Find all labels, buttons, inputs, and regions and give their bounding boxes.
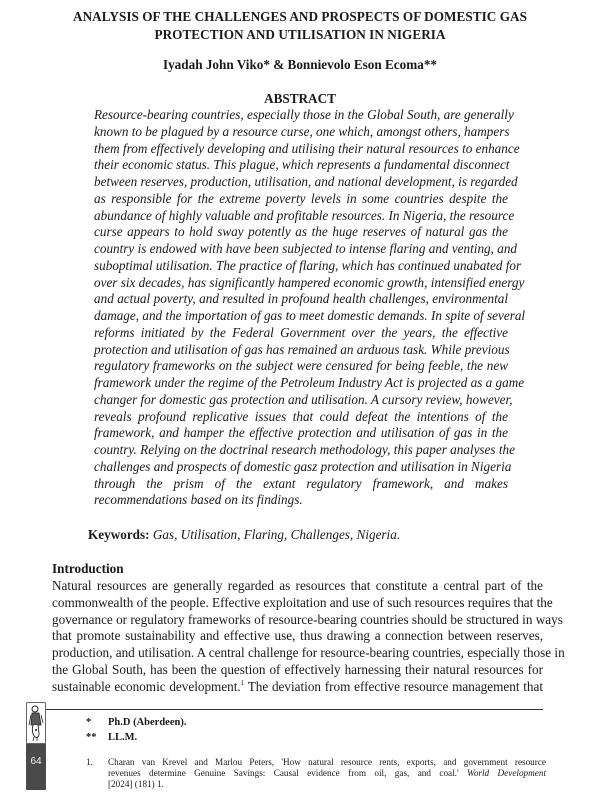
footnote-line: [2024] (181) 1. (108, 779, 164, 789)
keywords-label: Keywords: (88, 527, 150, 542)
abstract-line: changer for domestic gas protection and utilisation. A cursory review, however, (94, 391, 513, 407)
authors: Iyadah John Viko* & Bonnievolo Eson Ecoma** (162, 57, 438, 72)
body-line: the Global South, has been the question of effectively harnessing their natural resources for (52, 661, 543, 677)
footnote-mark: ** (86, 732, 97, 743)
abstract-line: them from effectively developing and utilising their natural resources to enhance (94, 140, 520, 156)
abstract-line: between reserves, production, utilisation, and national development, is regarded (94, 174, 518, 189)
abstract-line: and actual poverty, and resulted in profound health challenges, environmental (94, 291, 508, 307)
body-line: that promote sustainability and effective use, thus drawing a connection between reserves, (52, 628, 543, 644)
abstract-line: framework, and hamper the effective protection and utilisation of gas in the (94, 425, 508, 441)
footnote-ref[interactable]: 1 (240, 678, 245, 687)
abstract-line: framework under the regime of the Petroleum Industry Act is projected as a game (94, 375, 525, 390)
footnote-line: Charan van Krevel and Marlou Peters, 'How natural resource rents, exports, and government resource (108, 757, 546, 767)
abstract-line: abundance of highly valuable and profitable resources. In Nigeria, the resource (94, 207, 515, 223)
body-line: production, and utilisation. A central challenge for resource-bearing countries, especially those in (52, 645, 565, 661)
body-line: commonwealth of the people. Effective exploitation and use of such resources requires that the (52, 594, 553, 610)
footnote-line (108, 768, 546, 779)
body-text: sustainable economic development. (52, 678, 241, 694)
abstract-line: reveals profound replicative issues that could defeat the intentions of the (94, 408, 508, 424)
page-badge (26, 702, 45, 790)
abstract-line: recommendations based on its findings. (94, 492, 303, 508)
abstract-body (94, 107, 526, 509)
footnote-divider (45, 709, 543, 710)
abstract-line: as responsible for the extreme poverty levels in some countries despite the (94, 190, 508, 206)
abstract-line: curse appears to hold sway potently as the huge reserves of natural gas the (94, 224, 508, 240)
abstract-line: over six decades, has significantly hampered economic growth, intensified energy (94, 274, 525, 290)
abstract-line: regulatory frameworks on the subject were censured for being feeble, the new (94, 358, 508, 374)
introduction-body (52, 578, 565, 696)
abstract-line: through the prism of the extant regulatory framework, and makes (94, 475, 508, 491)
abstract-line: challenges and prospects of domestic gasz protection and utilisation in Nigeria (94, 458, 512, 474)
abstract-line: suboptimal utilisation. The practice of flaring, which has continued unabated for (94, 257, 522, 273)
author-note-text: Ph.D (Aberdeen). (108, 717, 187, 728)
keywords-value: Gas, Utilisation, Flaring, Challenges, Nigeria. (149, 527, 401, 542)
body-line: governance or regulatory frameworks of resource-bearing countries should be structured in ways (52, 611, 563, 627)
journal-logo-icon (26, 702, 46, 744)
body-line (52, 679, 543, 696)
body-line: Natural resources are generally regarded as resources that constitute a central part of the (52, 578, 543, 593)
figure-illustration-icon (27, 703, 45, 743)
abstract-line: damage, and the importation of gas to meet domestic demands. In spite of several (94, 308, 526, 323)
footnote-number: 1. (86, 757, 93, 767)
abstract-line: reforms initiated by the Federal Government over the years, the effective (94, 324, 508, 340)
abstract-line: known to be plagued by a resource curse, one which, amongst others, hampers (94, 123, 510, 139)
abstract-line: country. Relying on the doctrinal research methodology, this paper analyses the (94, 442, 515, 457)
title-line: PROTECTION AND UTILISATION IN NIGERIA (154, 27, 446, 42)
journal-name: World Development (467, 768, 546, 778)
footnote-text (108, 757, 546, 790)
title-line: ANALYSIS OF THE CHALLENGES AND PROSPECTS OF DOMESTIC GAS (73, 9, 527, 24)
body-text: The deviation from effective resource management that (244, 678, 543, 694)
abstract-line: Resource-bearing countries, especially those in the Global South, are generally (94, 107, 514, 122)
page-number: 64 (26, 744, 46, 790)
footnote-plain: revenues determine Genuine Savings: Causal evidence from oil, gas, and coal.' (108, 768, 468, 778)
abstract-line: country is endowed with have been subjected to intense flaring and venting, and (94, 241, 518, 256)
footnote-mark: * (86, 717, 92, 728)
abstract-heading: ABSTRACT (264, 91, 336, 106)
abstract-line: their economic status. This plague, which represents a fundamental disconnect (94, 157, 510, 173)
keywords (88, 527, 400, 543)
paper-title (0, 8, 600, 44)
author-note-text: LL.M. (108, 732, 138, 743)
abstract-line: protection and utilisation of gas has remained an arduous task. While previous (94, 341, 510, 357)
section-heading-introduction: Introduction (52, 561, 124, 576)
